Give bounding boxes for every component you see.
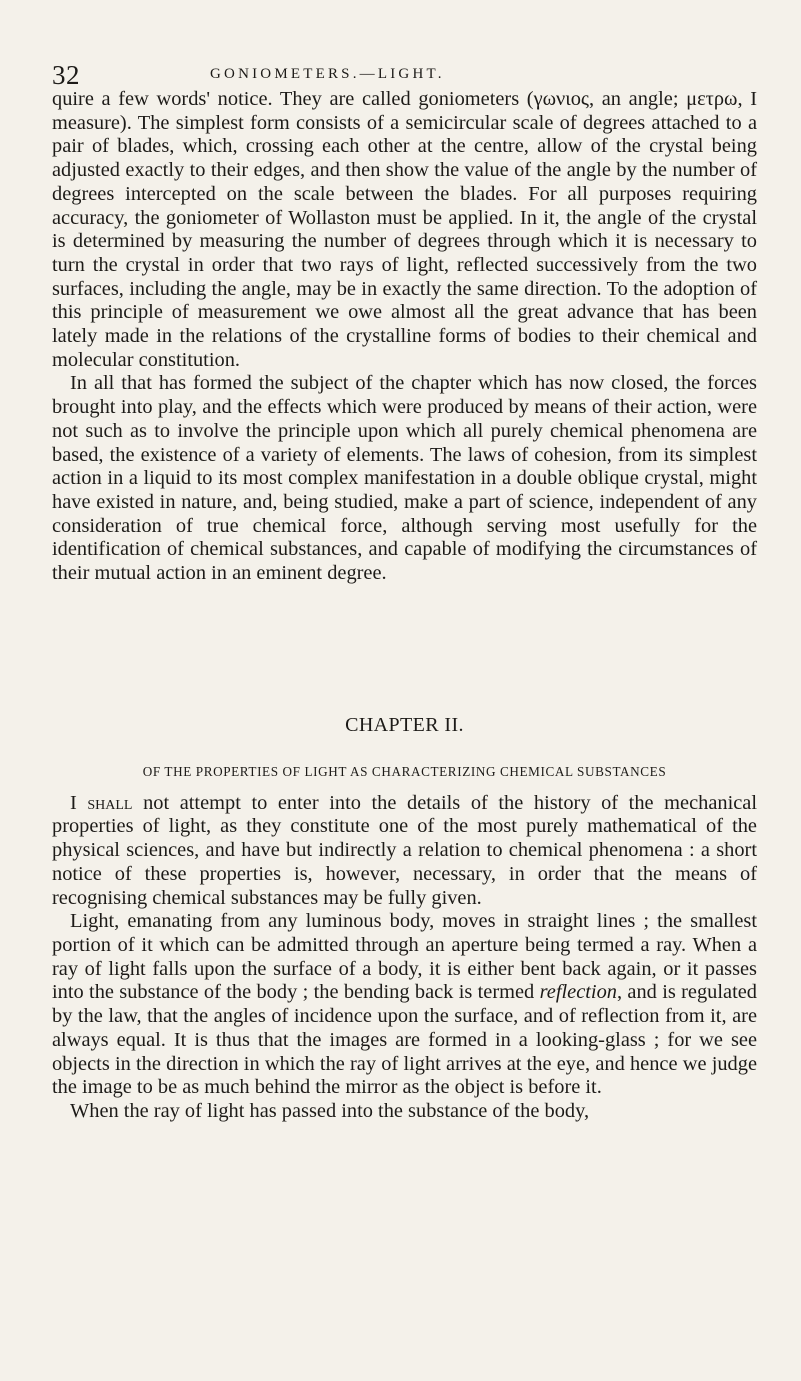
running-head: GONIOMETERS.—LIGHT. xyxy=(210,66,445,82)
body-text xyxy=(52,88,757,1124)
paragraph-cohesion: In all that has formed the subject of the chapter which has now closed, the forces brought into play, and the effects which were produced by means of their action, were not such as to involve the principle upon which all purely chemical phenomena are based, the existence of a variety of elements. The laws of cohesion, from its simplest action in a liquid to its most complex manifestation in a double oblique crystal, might have existed in nature, and, being studied, make a part of science, independent of any consideration of true chemical force, although serving most usefully for the identification of chemical substances, and capable of modifying the circumstances of their mutual action in an eminent degree. xyxy=(52,372,757,585)
chapter-subtitle: OF THE PROPERTIES OF LIGHT AS CHARACTERIZING CHEMICAL SUBSTANCES xyxy=(142,763,667,779)
reflection-term: reflection xyxy=(539,981,617,1004)
page-header xyxy=(52,48,757,88)
paragraph-intro-rest: not attempt to enter into the details of the history of the mechanical properties of light, as they constitute one of the most purely mathematical of the physical sciences, and have but indirectly a relation to chemical phenomena : a short notice of these properties is, however, necessary, in order that the means of recognising chemical substances may be fully given. xyxy=(52,791,757,909)
reflection-text-part1: Light, emanating from any luminous body, moves in straight lines ; the smallest portion of it which can be admitted through an aperture being termed a ray. When a ray of light falls upon the surface of a body, it is either bent back again, or it passes into the substance of the body ; the bending back is termed xyxy=(52,910,757,1004)
lead-small-caps: I shall xyxy=(70,791,133,814)
page-number: 32 xyxy=(52,60,80,90)
chapter-title: CHAPTER II. xyxy=(345,713,464,736)
reflection-text-part2: , and is regulated by the law, that the angles of incidence upon the surface, and of reflection from it, are always equal. It is thus that the images are formed in a looking-glass ; for we see objects in the direction in which the ray of light arrives at the eye, and hence we judge the image to be as much behind the mirror as the object is before it. xyxy=(52,981,757,1099)
paragraph-reflection xyxy=(52,910,757,1100)
paragraph-intro-light xyxy=(52,792,757,911)
paragraph-refraction-start: When the ray of light has passed into the substance of the body, xyxy=(70,1099,590,1122)
paragraph-goniometers: quire a few words' notice. They are called goniometers (γωνιος, an angle; μετρω, I measure). The simplest form consists of a semicircular scale of degrees attached to a pair of blades, which, crossing each other at the centre, allow of the crystal being adjusted exactly to their edges, and then show the value of the angle by the number of degrees intercepted on the scale between the blades. For all purposes requiring accuracy, the goniometer of Wollaston must be applied. In it, the angle of the crystal is determined by measuring the number of degrees through which it is necessary to turn the crystal in order that two rays of light, reflected successively from the two surfaces, including the angle, may be in exactly the same direction. To the adoption of this principle of measurement we owe almost all the great advance that has been lately made in the relations of the crystalline forms of bodies to their chemical and molecular constitution. xyxy=(52,88,757,371)
